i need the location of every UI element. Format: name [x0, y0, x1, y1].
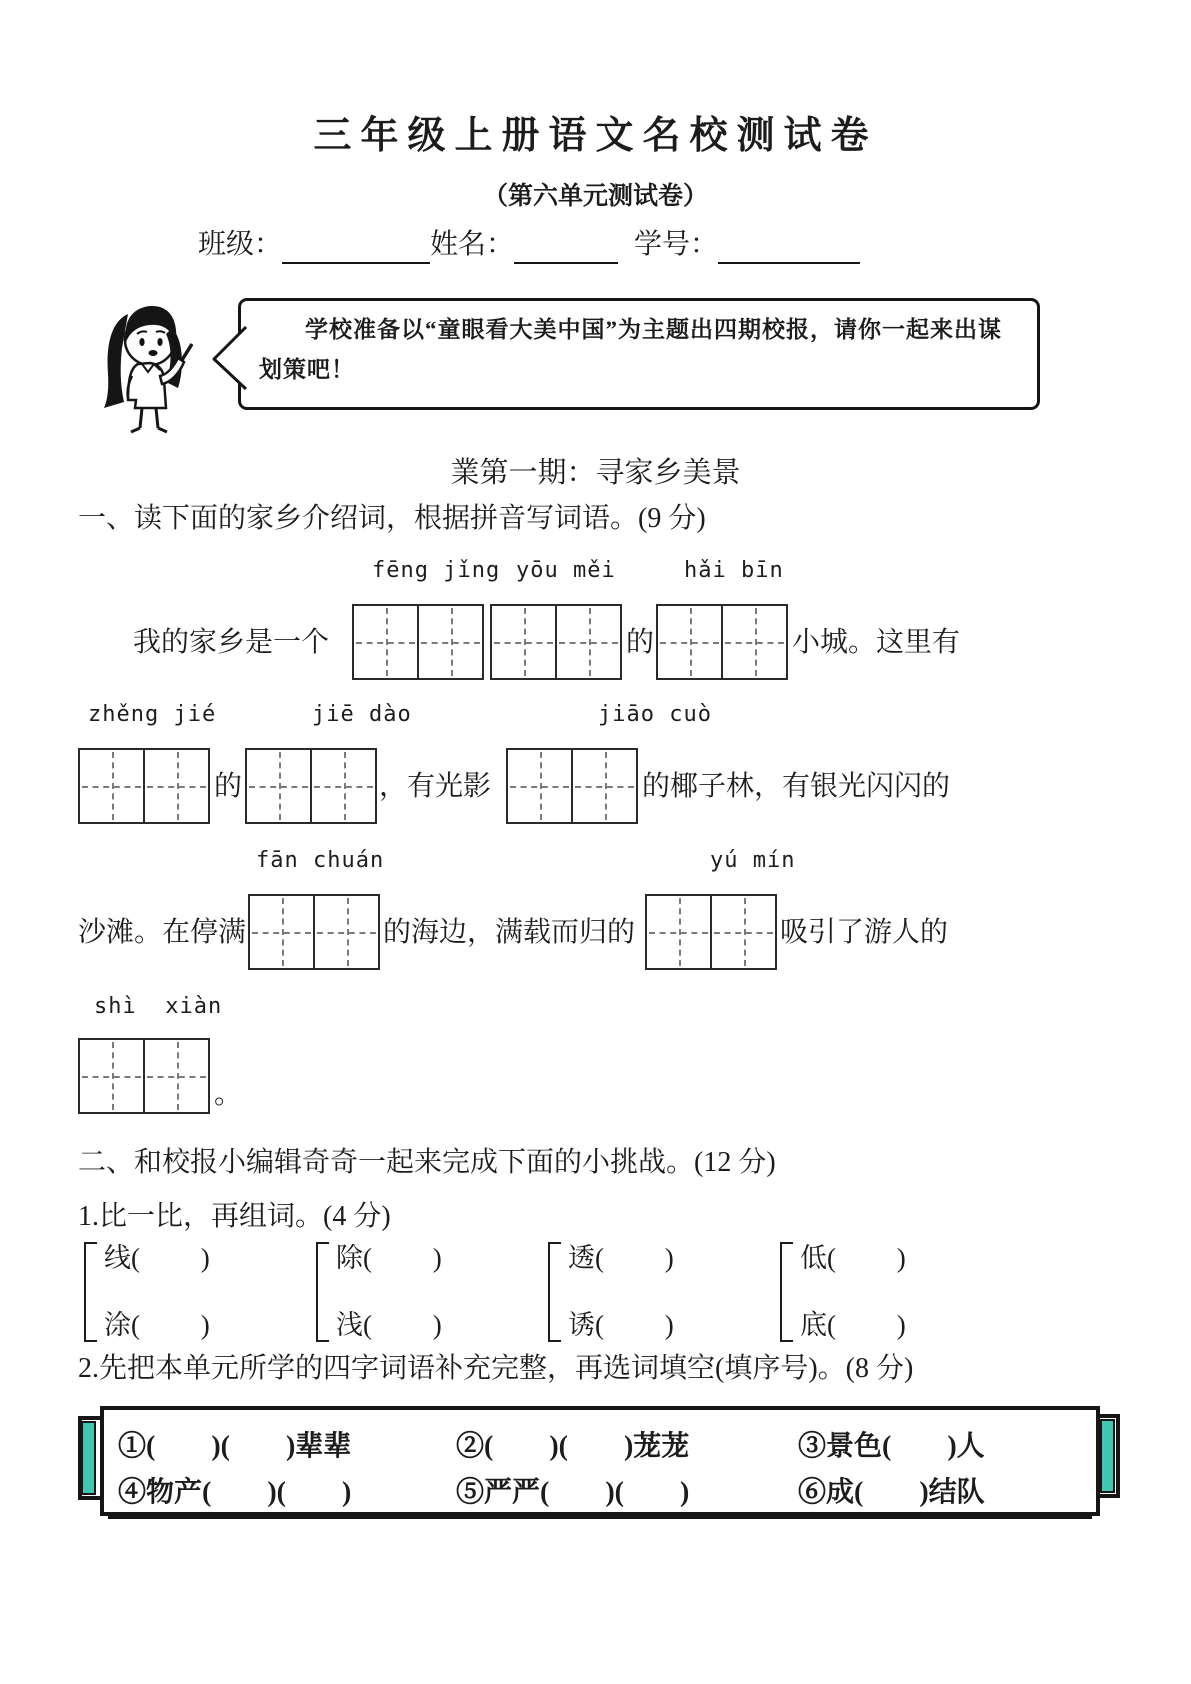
passage-text-2c: 的椰子林，有银光闪闪的	[642, 771, 951, 802]
pair-column	[336, 1242, 442, 1342]
passage-text-3a: 沙滩。在停满	[78, 917, 247, 948]
pair-brace	[316, 1242, 329, 1342]
class-label: 班级：	[198, 229, 283, 260]
answer-grid-shixian[interactable]	[78, 1038, 210, 1114]
grid-cell	[658, 606, 721, 678]
class-blank[interactable]	[282, 226, 430, 264]
speech-bubble-tail	[211, 323, 248, 393]
idiom-item-6: ⑥成( )结队	[798, 1477, 985, 1508]
pair-brace	[780, 1242, 793, 1342]
passage-text-1a: 我的家乡是一个	[133, 627, 330, 658]
page-subtitle: （第六单元测试卷）	[482, 183, 708, 210]
pinyin-fan-chuan: fān chuán	[256, 848, 385, 873]
pair-column	[800, 1242, 906, 1342]
passage-text-1c: 小城。这里有	[792, 627, 961, 658]
grid-cell	[555, 606, 620, 678]
idiom-item-5: ⑤严严( )( )	[456, 1477, 690, 1508]
passage-text-1b: 的	[626, 627, 655, 658]
grid-cell	[571, 750, 636, 822]
grid-cell	[417, 606, 482, 678]
pair-word: 浅( )	[336, 1309, 442, 1340]
passage-text-2a: 的	[214, 771, 243, 802]
grid-cell	[250, 896, 313, 968]
pair-column	[568, 1242, 674, 1342]
answer-grid-fanchuan[interactable]	[248, 894, 380, 970]
id-blank[interactable]	[718, 226, 860, 264]
issue-heading: 業第一期：寻家乡美景	[450, 457, 741, 489]
pinyin-jie-dao: jiē dào	[312, 702, 412, 727]
answer-grid-jiaocuo[interactable]	[506, 748, 638, 824]
answer-grid-zhengjie[interactable]	[78, 748, 210, 824]
idiom-item-1: ①( )( )辈辈	[118, 1431, 352, 1462]
grid-cell	[710, 896, 775, 968]
name-label: 姓名：	[430, 229, 515, 260]
answer-grid-jiedao[interactable]	[245, 748, 377, 824]
grid-cell	[247, 750, 310, 822]
pinyin-you-mei: yōu měi	[516, 558, 616, 583]
word-pair-group	[548, 1242, 674, 1342]
grid-cell	[492, 606, 555, 678]
section1-title: 一、读下面的家乡介绍词，根据拼音写词语。(9 分)	[78, 503, 706, 534]
student-info-row	[198, 226, 860, 264]
pinyin-yu-min: yú mín	[710, 848, 796, 873]
girl-illustration	[90, 296, 210, 436]
pair-word: 除( )	[336, 1243, 442, 1273]
name-blank[interactable]	[514, 226, 618, 264]
pinyin-shi-xian: shì xiàn	[94, 994, 223, 1019]
grid-cell	[313, 896, 378, 968]
pinyin-feng-jing: fēng jǐng	[372, 558, 501, 583]
grid-cell	[80, 750, 143, 822]
pair-column	[104, 1242, 210, 1342]
section2-title: 二、和校报小编辑奇奇一起来完成下面的小挑战。(12 分)	[78, 1147, 776, 1178]
pair-word: 低( )	[800, 1243, 906, 1273]
grid-cell	[143, 750, 208, 822]
question1-title: 1.比一比，再组词。(4 分)	[78, 1201, 391, 1232]
passage-text-3c: 吸引了游人的	[780, 917, 949, 948]
speech-bubble-text: 学校准备以“童眼看大美中国”为主题出四期校报，请你一起来出谋划策吧！	[259, 317, 1002, 382]
question2-title: 2.先把本单元所学的四字词语补充完整，再选词填空(填序号)。(8 分)	[78, 1353, 914, 1384]
pinyin-hai-bin: hǎi bīn	[684, 558, 784, 583]
speech-bubble	[238, 298, 1040, 410]
pair-word: 诱( )	[568, 1309, 674, 1340]
answer-grid-haibin[interactable]	[656, 604, 788, 680]
pair-word: 涂( )	[104, 1309, 210, 1340]
grid-cell	[721, 606, 786, 678]
word-pair-group	[84, 1242, 210, 1342]
grid-cell	[354, 606, 417, 678]
idiom-item-4: ④物产( )( )	[118, 1477, 352, 1508]
grid-cell	[647, 896, 710, 968]
grid-cell	[143, 1040, 208, 1112]
page-title: 三年级上册语文名校测试卷	[313, 115, 878, 157]
passage-text-3b: 的海边，满载而归的	[383, 917, 636, 948]
answer-grid-youmei[interactable]	[490, 604, 622, 680]
word-pair-group	[780, 1242, 906, 1342]
pair-brace	[548, 1242, 561, 1342]
pinyin-jiao-cuo: jiāo cuò	[598, 702, 712, 727]
idiom-item-3: ③景色( )人	[798, 1431, 985, 1462]
pair-word: 透( )	[568, 1243, 674, 1273]
passage-text-2b: ，有光影	[379, 771, 492, 802]
pinyin-zheng-jie: zhěng jié	[88, 702, 217, 727]
pair-word: 线( )	[104, 1243, 210, 1273]
answer-grid-yumin[interactable]	[645, 894, 777, 970]
grid-cell	[80, 1040, 143, 1112]
id-label: 学号：	[634, 229, 719, 260]
pair-word: 底( )	[800, 1309, 906, 1340]
word-pair-group	[316, 1242, 442, 1342]
idiom-item-2: ②( )( )茏茏	[456, 1431, 690, 1462]
passage-text-4a: 。	[214, 1079, 243, 1110]
grid-cell	[508, 750, 571, 822]
pair-brace	[84, 1242, 97, 1342]
grid-cell	[310, 750, 375, 822]
answer-grid-fengjing[interactable]	[352, 604, 484, 680]
